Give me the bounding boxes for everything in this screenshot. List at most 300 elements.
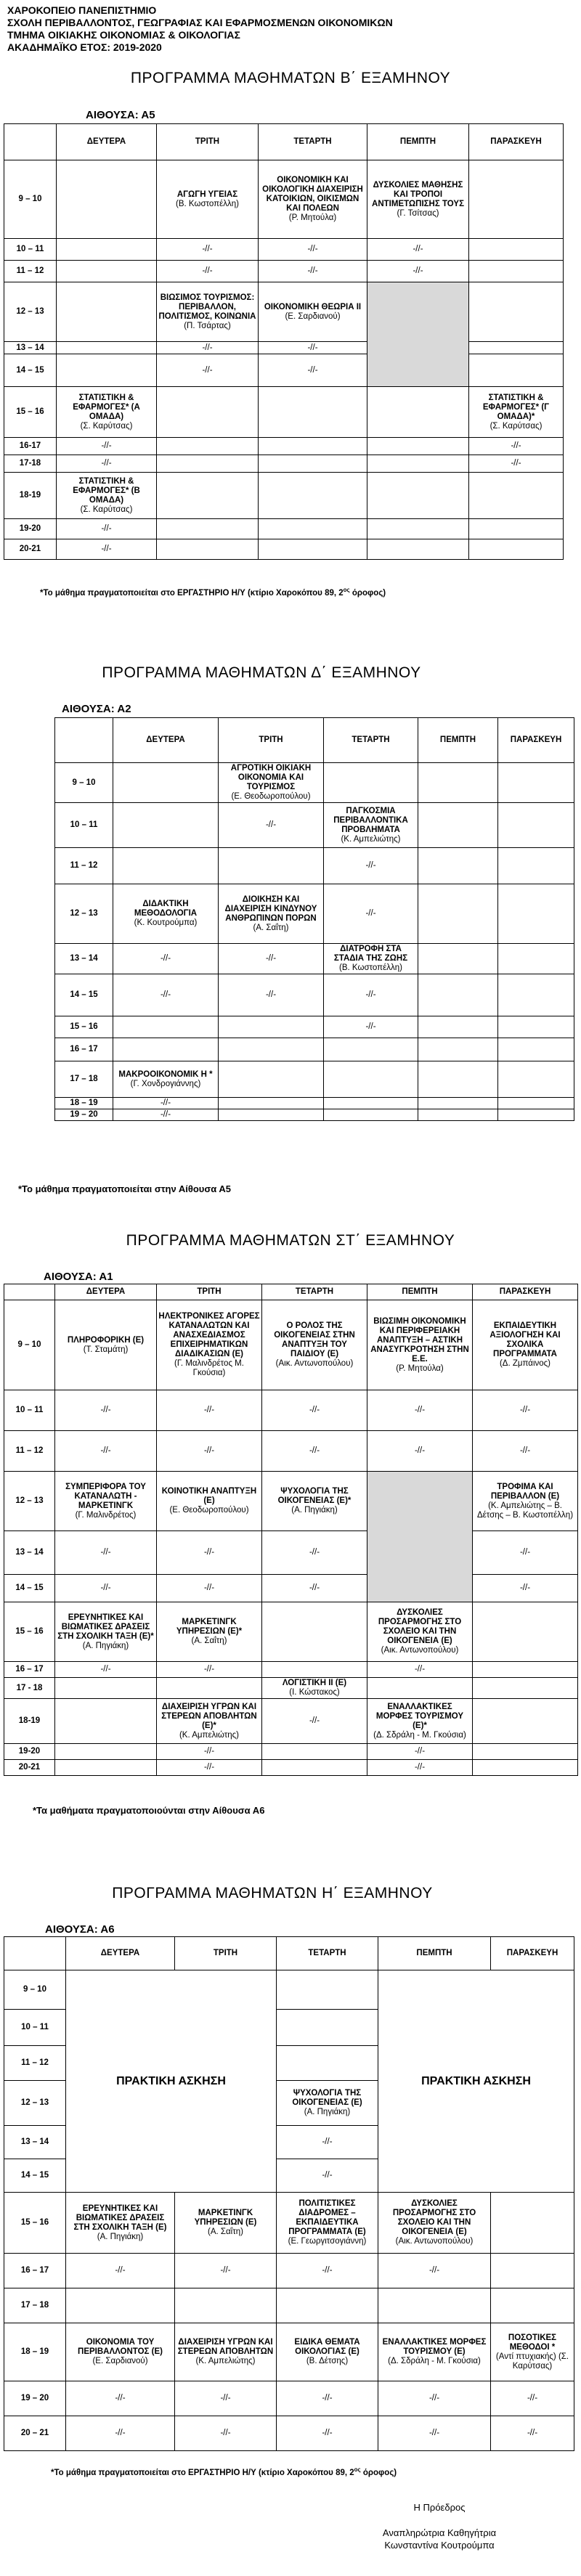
course-title: ΕΝΑΛΛΑΚΤΙΚΕΣ ΜΟΡΦΕΣ ΤΟΥΡΙΣΜΟΥ (Ε)* xyxy=(375,1702,464,1730)
time-slot: 12 – 13 xyxy=(4,282,57,342)
course-cell xyxy=(113,884,219,944)
empty-cell xyxy=(55,1678,157,1699)
empty-cell xyxy=(219,1109,324,1121)
day-header-wednesday: ΤΕΤΑΡΤΗ xyxy=(259,124,367,160)
table-row xyxy=(4,2381,574,2416)
course-cell xyxy=(367,1602,473,1662)
empty-cell xyxy=(378,2288,491,2323)
empty-cell xyxy=(469,239,564,261)
course-title: ΠΟΛΙΤΙΣΤΙΚΕΣ ΔΙΑΔΡΟΜΕΣ – ΕΚΠΑΙΔΕΥΤΙΚΑ ΠΡΟΓΡΑΜΜΑΤΑ (Ε) xyxy=(288,2199,366,2236)
day-header-monday: ΔΕΥΤΕΡΑ xyxy=(66,1937,175,1970)
course-cell xyxy=(219,763,324,803)
ditto-cell: -//- xyxy=(473,1531,578,1575)
empty-cell xyxy=(469,160,564,239)
ditto-cell: -//- xyxy=(262,1531,367,1575)
empty-cell xyxy=(57,261,157,282)
empty-cell xyxy=(259,455,367,473)
semester-b-table xyxy=(4,123,564,560)
course-instructor: (Κ. Κουτρούμπα) xyxy=(134,918,198,927)
empty-cell xyxy=(113,763,219,803)
empty-cell xyxy=(57,282,157,342)
empty-cell xyxy=(324,1061,418,1098)
time-slot: 18 – 19 xyxy=(4,2323,66,2381)
time-slot: 20-21 xyxy=(4,539,57,560)
ditto-cell: -//- xyxy=(473,1431,578,1472)
course-instructor: (Σ. Καρύτσας) xyxy=(80,421,133,431)
table-row xyxy=(4,1699,578,1744)
empty-cell xyxy=(175,2288,277,2323)
course-instructor: (Α. Πηγιάκη) xyxy=(304,2108,351,2116)
course-instructor: (Ε. Γεωργιτσογιάννη) xyxy=(288,2237,367,2246)
empty-cell xyxy=(473,1699,578,1744)
table-row xyxy=(4,1760,578,1776)
ditto-cell: -//- xyxy=(219,803,324,848)
time-slot: 10 – 11 xyxy=(4,239,57,261)
empty-cell xyxy=(113,1038,219,1061)
time-slot: 12 – 13 xyxy=(4,1472,55,1531)
time-slot: 9 – 10 xyxy=(55,763,113,803)
course-instructor: (Β. Κωστοπέλλη) xyxy=(339,963,402,972)
time-slot: 9 – 10 xyxy=(4,1300,55,1390)
empty-cell xyxy=(324,763,418,803)
time-slot: 17 - 18 xyxy=(4,1678,55,1699)
ditto-cell: -//- xyxy=(259,354,367,387)
table-row xyxy=(55,974,574,1016)
day-header-wednesday: ΤΕΤΑΡΤΗ xyxy=(262,1284,367,1300)
table-row xyxy=(55,884,574,944)
table-row xyxy=(55,1109,574,1121)
time-slot: 15 – 16 xyxy=(4,387,57,438)
course-title: ΣΤΑΤΙΣΤΙΚΗ & ΕΦΑΡΜΟΓΕΣ* (Β ΟΜΑΔΑ) xyxy=(73,476,140,505)
course-instructor: (Γ. Χονδρογιάννης) xyxy=(130,1079,201,1088)
day-header-thursday: ΠΕΜΠΤΗ xyxy=(367,1284,473,1300)
empty-cell xyxy=(498,1061,574,1098)
ditto-cell: -//- xyxy=(219,974,324,1016)
course-title: ΚΟΙΝΟΤΙΚΗ ΑΝΑΠΤΥΞΗ (Ε) xyxy=(161,1487,257,1505)
empty-cell xyxy=(57,354,157,387)
course-title: ΒΙΩΣΙΜΗ ΟΙΚΟΝΟΜΙΚΗ ΚΑΙ ΠΕΡΙΦΕΡΕΙΑΚΗ ΑΝΑΠΤΥΞΗ – ΑΣΤΙΚΗ ΑΝΑΣΥΓΚΡΟΤΗΣΗ ΣΤΗΝ Ε.Ε. xyxy=(370,1316,469,1364)
table-row xyxy=(4,1300,578,1390)
course-cell xyxy=(55,1602,157,1662)
semester-b-footnote xyxy=(40,587,386,598)
table-row xyxy=(4,539,564,560)
ditto-cell: -//- xyxy=(66,2254,175,2288)
time-slot: 9 – 10 xyxy=(4,160,57,239)
empty-cell xyxy=(498,803,574,848)
time-slot: 17 – 18 xyxy=(4,2288,66,2323)
signature-block xyxy=(330,2501,548,2551)
course-cell xyxy=(277,2323,378,2381)
empty-cell xyxy=(469,282,564,342)
course-title: ΔΥΣΚΟΛΙΕΣ ΜΑΘΗΣΗΣ ΚΑΙ ΤΡΟΠΟΙ ΑΝΤΙΜΕΤΩΠΙΣΗΣ ΤΟΥΣ xyxy=(372,180,464,208)
course-instructor: (Κ. Αμπελιώτης) xyxy=(341,834,401,844)
course-title: ΣΤΑΤΙΣΤΙΚΗ & ΕΦΑΡΜΟΓΕΣ* (Α ΟΜΑΔΑ) xyxy=(73,393,140,421)
table-row xyxy=(55,1098,574,1109)
course-cell xyxy=(157,160,259,239)
document-header xyxy=(7,4,393,54)
table-row xyxy=(55,1016,574,1038)
empty-cell xyxy=(113,848,219,884)
ditto-cell: -//- xyxy=(157,1531,262,1575)
academic-year: ΑΚΑΔΗΜΑΪΚΟ ΕΤΟΣ: 2019-2020 xyxy=(7,41,162,53)
course-instructor: (Δ. Σδράλη - Μ. Γκούσια) xyxy=(373,1730,466,1740)
time-slot: 12 – 13 xyxy=(4,2081,66,2126)
table-row xyxy=(4,342,564,354)
ditto-cell: -//- xyxy=(491,2381,574,2416)
course-title: ΒΙΩΣΙΜΟΣ ΤΟΥΡΙΣΜΟΣ: ΠΕΡΙΒΑΛΛΟΝ, ΠΟΛΙΤΙΣΜΟΣ, ΚΟΙΝΩΝΙΑ xyxy=(158,293,256,321)
table-row xyxy=(4,473,564,519)
empty-cell xyxy=(418,1016,498,1038)
day-header-tuesday: ΤΡΙΤΗ xyxy=(175,1937,277,1970)
time-slot: 14 – 15 xyxy=(4,354,57,387)
ditto-cell: -//- xyxy=(55,1390,157,1431)
course-instructor: (Α. Πηγιάκη) xyxy=(97,2232,144,2241)
footnote-text-end: όροφος) xyxy=(349,588,386,598)
empty-cell xyxy=(66,2288,175,2323)
semester-st-footnote: *Τα μαθήματα πραγματοποιούνται στην Αίθουσα Α6 xyxy=(33,1805,265,1816)
course-cell xyxy=(66,2193,175,2254)
time-slot: 13 – 14 xyxy=(4,2126,66,2159)
course-instructor: (Δ. Ζμπάινος) xyxy=(499,1359,551,1368)
table-row xyxy=(4,2288,574,2323)
ditto-cell: -//- xyxy=(378,2381,491,2416)
table-row xyxy=(4,2193,574,2254)
course-title: ΔΙΟΙΚΗΣΗ ΚΑΙ ΔΙΑΧΕΙΡΙΣΗ ΚΙΝΔΥΝΟΥ ΑΝΘΡΩΠΙΝΩΝ ΠΟΡΩΝ xyxy=(224,894,317,923)
ditto-cell: -//- xyxy=(57,539,157,560)
footnote-text: *Το μάθημα πραγματοποιείται στο ΕΡΓΑΣΤΗΡΙΟ Η/Υ (κτίριο Χαροκόπου 89, 2 xyxy=(51,2468,354,2477)
time-slot: 18-19 xyxy=(4,1699,55,1744)
ditto-cell: -//- xyxy=(324,884,418,944)
course-cell xyxy=(157,1472,262,1531)
empty-cell xyxy=(219,1061,324,1098)
empty-cell xyxy=(262,1760,367,1776)
course-cell xyxy=(175,2323,277,2381)
course-title: ΣΥΜΠΕΡΙΦΟΡΑ ΤΟΥ ΚΑΤΑΝΑΛΩΤΗ - ΜΑΡΚΕΤΙΝΓΚ xyxy=(65,1482,146,1510)
empty-cell xyxy=(498,1098,574,1109)
ditto-cell: -//- xyxy=(175,2416,277,2451)
empty-cell xyxy=(473,1662,578,1678)
empty-cell xyxy=(113,803,219,848)
ditto-cell: -//- xyxy=(262,1575,367,1602)
ditto-cell: -//- xyxy=(367,1662,473,1678)
course-instructor: (Γ. Τσίτσας) xyxy=(397,208,439,218)
semester-st-table xyxy=(4,1284,578,1776)
empty-cell xyxy=(262,1662,367,1678)
time-slot: 15 – 16 xyxy=(4,2193,66,2254)
course-instructor: (Ρ. Μητούλα) xyxy=(396,1364,444,1373)
table-row xyxy=(4,1531,578,1575)
signature-name: Κωνσταντίνα Κουτρούμπα xyxy=(384,2540,495,2551)
time-slot: 16-17 xyxy=(4,438,57,455)
ditto-cell: -//- xyxy=(367,1744,473,1760)
ditto-cell: -//- xyxy=(324,1016,418,1038)
course-instructor: (Α. Σαΐτη) xyxy=(253,923,289,932)
ditto-cell: -//- xyxy=(175,2254,277,2288)
empty-cell xyxy=(418,848,498,884)
day-header-friday: ΠΑΡΑΣΚΕΥΗ xyxy=(469,124,564,160)
course-title: ΠΑΓΚΟΣΜΙΑ ΠΕΡΙΒΑΛΛΟΝΤΙΚΑ ΠΡΟΒΛΗΜΑΤΑ xyxy=(333,806,408,834)
ditto-cell: -//- xyxy=(113,1109,219,1121)
course-instructor: (Αικ. Αντωνοπούλου) xyxy=(381,1646,459,1655)
course-cell xyxy=(367,1300,473,1390)
ditto-cell: -//- xyxy=(113,974,219,1016)
course-cell xyxy=(157,282,259,342)
corner-cell xyxy=(55,718,113,763)
table-row xyxy=(4,519,564,539)
semester-h-room: ΑΙΘΟΥΣΑ: Α6 xyxy=(45,1923,115,1936)
empty-cell xyxy=(157,539,259,560)
course-cell xyxy=(175,2193,277,2254)
course-title: ΔΙΑΤΡΟΦΗ ΣΤΑ ΣΤΑΔΙΑ ΤΗΣ ΖΩΗΣ xyxy=(333,945,408,963)
course-title: ΟΙΚΟΝΟΜΙΑ ΤΟΥ ΠΕΡΙΒΑΛΛΟΝΤΟΣ (Ε) xyxy=(78,2338,163,2356)
course-cell xyxy=(259,160,367,239)
ditto-cell: -//- xyxy=(157,1760,262,1776)
semester-b-room: ΑΙΘΟΥΣΑ: Α5 xyxy=(86,109,155,121)
table-row xyxy=(4,1431,578,1472)
empty-cell xyxy=(498,884,574,944)
course-cell xyxy=(469,387,564,438)
course-title: ΤΡΟΦΙΜΑ ΚΑΙ ΠΕΡΙΒΑΛΛΟΝ (Ε) xyxy=(490,1482,560,1501)
ditto-cell: -//- xyxy=(277,2416,378,2451)
empty-cell xyxy=(367,438,469,455)
ditto-cell: -//- xyxy=(262,1431,367,1472)
empty-cell xyxy=(57,342,157,354)
empty-cell xyxy=(259,387,367,438)
practice-label: ΠΡΑΚΤΙΚΗ ΑΣΚΗΣΗ xyxy=(116,2075,226,2087)
empty-cell xyxy=(157,519,259,539)
course-cell xyxy=(277,2193,378,2254)
ditto-cell: -//- xyxy=(367,261,469,282)
table-row xyxy=(4,1472,578,1531)
empty-cell xyxy=(277,1970,378,2010)
empty-cell xyxy=(324,1109,418,1121)
course-instructor: (Α. Πηγιάκη) xyxy=(82,1641,129,1650)
ditto-cell: -//- xyxy=(324,974,418,1016)
footnote-sup: ος xyxy=(354,2466,361,2473)
table-row xyxy=(4,261,564,282)
ditto-cell: -//- xyxy=(113,944,219,974)
table-row xyxy=(4,160,564,239)
course-title: ΕΡΕΥΝΗΤΙΚΕΣ ΚΑΙ ΒΙΩΜΑΤΙΚΕΣ ΔΡΑΣΕΙΣ ΣΤΗ ΣΧΟΛΙΚΗ ΤΑΞΗ (Ε)* xyxy=(57,1613,154,1641)
empty-cell xyxy=(498,1016,574,1038)
ditto-cell: -//- xyxy=(277,2159,378,2193)
signature-title: Αναπληρώτρια Καθηγήτρια xyxy=(382,2527,497,2538)
time-slot: 15 – 16 xyxy=(55,1016,113,1038)
course-title: ΕΝΑΛΛΑΚΤΙΚΕΣ ΜΟΡΦΕΣ ΤΟΥΡΙΣΜΟΥ (Ε) xyxy=(382,2338,487,2356)
time-slot: 19-20 xyxy=(4,519,57,539)
time-slot: 13 – 14 xyxy=(55,944,113,974)
ditto-cell: -//- xyxy=(469,438,564,455)
course-cell xyxy=(324,944,418,974)
course-cell xyxy=(378,2193,491,2254)
ditto-cell: -//- xyxy=(367,1390,473,1431)
table-row xyxy=(4,438,564,455)
table-row xyxy=(55,763,574,803)
table-header-row xyxy=(55,718,574,763)
course-instructor: (Β. Κωστοπέλλη) xyxy=(176,199,239,208)
time-slot: 13 – 14 xyxy=(4,342,57,354)
course-instructor: (Δ. Σδράλη - Μ. Γκούσια) xyxy=(388,2357,481,2365)
course-instructor: (Σ. Καρύτσας) xyxy=(489,421,543,431)
day-header-friday: ΠΑΡΑΣΚΕΥΗ xyxy=(473,1284,578,1300)
day-header-thursday: ΠΕΜΠΤΗ xyxy=(367,124,469,160)
empty-cell xyxy=(418,974,498,1016)
course-cell xyxy=(57,387,157,438)
course-title: ΨΥΧΟΛΟΓΙΑ ΤΗΣ ΟΙΚΟΓΕΝΕΙΑΣ (Ε)* xyxy=(277,1487,352,1505)
course-instructor: (Αικ. Αντωνοπούλου) xyxy=(395,2237,474,2246)
empty-cell xyxy=(469,342,564,354)
footnote-text: *Το μάθημα πραγματοποιείται στο ΕΡΓΑΣΤΗΡΙΟ Η/Υ (κτίριο Χαροκόπου 89, 2 xyxy=(40,588,344,598)
blocked-cell xyxy=(367,1472,473,1602)
day-header-monday: ΔΕΥΤΕΡΑ xyxy=(55,1284,157,1300)
table-row xyxy=(4,1744,578,1760)
ditto-cell: -//- xyxy=(157,354,259,387)
table-row xyxy=(4,1575,578,1602)
empty-cell xyxy=(367,539,469,560)
course-title: ΣΤΑΤΙΣΤΙΚΗ & ΕΦΑΡΜΟΓΕΣ* (Γ ΟΜΑΔΑ)* xyxy=(482,393,550,421)
time-slot: 19-20 xyxy=(4,1744,55,1760)
course-title: ΕΡΕΥΝΗΤΙΚΕΣ ΚΑΙ ΒΙΩΜΑΤΙΚΕΣ ΔΡΑΣΕΙΣ ΣΤΗ ΣΧΟΛΙΚΗ ΤΑΞΗ (Ε) xyxy=(73,2204,167,2232)
footnote-sup: ος xyxy=(343,587,350,593)
time-slot: 11 – 12 xyxy=(4,2046,66,2081)
day-header-monday: ΔΕΥΤΕΡΑ xyxy=(57,124,157,160)
ditto-cell: -//- xyxy=(66,2416,175,2451)
table-row xyxy=(4,354,564,387)
ditto-cell: -//- xyxy=(157,1575,262,1602)
footnote-text-end: όροφος) xyxy=(360,2468,397,2477)
empty-cell xyxy=(473,1744,578,1760)
empty-cell xyxy=(498,944,574,974)
course-title: ΔΥΣΚΟΛΙΕΣ ΠΡΟΣΑΡΜΟΓΗΣ ΣΤΟ ΣΧΟΛΕΙΟ ΚΑΙ ΤΗΝ ΟΙΚΟΓΕΝΕΙΑ (Ε) xyxy=(392,2199,476,2236)
course-cell xyxy=(55,1300,157,1390)
table-header-row xyxy=(4,1284,578,1300)
empty-cell xyxy=(55,1744,157,1760)
day-header-friday: ΠΑΡΑΣΚΕΥΗ xyxy=(498,718,574,763)
table-row xyxy=(4,1678,578,1699)
empty-cell xyxy=(262,1744,367,1760)
empty-cell xyxy=(219,1016,324,1038)
semester-h-title: ΠΡΟΓΡΑΜΜΑ ΜΑΘΗΜΑΤΩΝ Η΄ ΕΞΑΜΗΝΟΥ xyxy=(112,1885,433,1902)
empty-cell xyxy=(473,1678,578,1699)
empty-cell xyxy=(219,1038,324,1061)
time-slot: 14 – 15 xyxy=(55,974,113,1016)
ditto-cell: -//- xyxy=(55,1531,157,1575)
course-cell xyxy=(157,1300,262,1390)
day-header-tuesday: ΤΡΙΤΗ xyxy=(157,1284,262,1300)
table-row xyxy=(4,2254,574,2288)
empty-cell xyxy=(418,763,498,803)
time-slot: 19 – 20 xyxy=(4,2381,66,2416)
time-slot: 10 – 11 xyxy=(55,803,113,848)
course-title: ΔΙΔΑΚΤΙΚΗ ΜΕΘΟΔΟΛΟΓΙΑ xyxy=(134,900,198,918)
empty-cell xyxy=(367,387,469,438)
semester-st-room: ΑΙΘΟΥΣΑ: Α1 xyxy=(44,1271,113,1283)
time-slot: 11 – 12 xyxy=(4,261,57,282)
signature-spacer xyxy=(330,2514,548,2527)
empty-cell xyxy=(469,354,564,387)
course-instructor: (Β. Δέτσης) xyxy=(306,2357,349,2365)
course-instructor: (Ρ. Μητούλα) xyxy=(288,213,337,222)
corner-cell xyxy=(4,1937,66,1970)
time-slot: 17 – 18 xyxy=(55,1061,113,1098)
semester-d-table xyxy=(54,717,574,1121)
ditto-cell: -//- xyxy=(157,1390,262,1431)
course-instructor: (Α. Σαΐτη) xyxy=(191,1637,227,1645)
empty-cell xyxy=(473,1760,578,1776)
ditto-cell: -//- xyxy=(277,2126,378,2159)
table-row xyxy=(4,2416,574,2451)
empty-cell xyxy=(418,803,498,848)
time-slot: 16 – 17 xyxy=(55,1038,113,1061)
course-cell xyxy=(491,2323,574,2381)
ditto-cell: -//- xyxy=(469,455,564,473)
school-name: ΣΧΟΛΗ ΠΕΡΙΒΑΛΛΟΝΤΟΣ, ΓΕΩΓΡΑΦΙΑΣ ΚΑΙ ΕΦΑΡΜΟΣΜΕΝΩΝ ΟΙΚΟΝΟΜΙΚΩΝ xyxy=(7,17,393,28)
course-title: ΨΥΧΟΛΟΓΙΑ ΤΗΣ ΟΙΚΟΓΕΝΕΙΑΣ (Ε) xyxy=(292,2089,362,2107)
day-header-wednesday: ΤΕΤΑΡΤΗ xyxy=(277,1937,378,1970)
course-title: ΠΟΣΟΤΙΚΕΣ ΜΕΘΟΔΟΙ * xyxy=(508,2333,557,2352)
ditto-cell: -//- xyxy=(157,1431,262,1472)
department-name: ΤΜΗΜΑ ΟΙΚΙΑΚΗΣ ΟΙΚΟΝΟΜΙΑΣ & ΟΙΚΟΛΟΓΙΑΣ xyxy=(7,29,240,41)
course-cell xyxy=(57,473,157,519)
empty-cell xyxy=(113,1016,219,1038)
empty-cell xyxy=(469,473,564,519)
day-header-monday: ΔΕΥΤΕΡΑ xyxy=(113,718,219,763)
ditto-cell: -//- xyxy=(55,1575,157,1602)
semester-h-table xyxy=(4,1936,574,2451)
ditto-cell: -//- xyxy=(367,1760,473,1776)
ditto-cell: -//- xyxy=(57,455,157,473)
empty-cell xyxy=(418,1098,498,1109)
semester-st-title: ΠΡΟΓΡΑΜΜΑ ΜΑΘΗΜΑΤΩΝ ΣΤ΄ ΕΞΑΜΗΝΟΥ xyxy=(126,1232,455,1249)
course-instructor: (Α. Πηγιάκη) xyxy=(291,1506,338,1515)
course-cell xyxy=(113,1061,219,1098)
semester-d-footnote: *Το μάθημα πραγματοποιείται στην Αίθουσα Α5 xyxy=(18,1183,231,1194)
day-header-tuesday: ΤΡΙΤΗ xyxy=(157,124,259,160)
course-cell xyxy=(259,282,367,342)
ditto-cell: -//- xyxy=(157,342,259,354)
course-instructor: (Κ. Αμπελιώτης) xyxy=(179,1730,240,1740)
ditto-cell: -//- xyxy=(277,2381,378,2416)
empty-cell xyxy=(418,1038,498,1061)
empty-cell xyxy=(262,1602,367,1662)
ditto-cell: -//- xyxy=(367,239,469,261)
ditto-cell: -//- xyxy=(473,1390,578,1431)
ditto-cell: -//- xyxy=(262,1390,367,1431)
course-instructor: (Ε. Σαρδιανού) xyxy=(285,311,341,321)
course-cell xyxy=(324,803,418,848)
empty-cell xyxy=(367,455,469,473)
empty-cell xyxy=(259,438,367,455)
day-header-tuesday: ΤΡΙΤΗ xyxy=(219,718,324,763)
university-name: ΧΑΡΟΚΟΠΕΙΟ ΠΑΝΕΠΙΣΤΗΜΙΟ xyxy=(7,4,157,16)
empty-cell xyxy=(491,2288,574,2323)
corner-cell xyxy=(4,1284,55,1300)
time-slot: 11 – 12 xyxy=(4,1431,55,1472)
table-row xyxy=(4,1662,578,1678)
time-slot: 10 – 11 xyxy=(4,1390,55,1431)
time-slot: 13 – 14 xyxy=(4,1531,55,1575)
table-row xyxy=(55,1061,574,1098)
course-title: ΜΑΡΚΕΤΙΝΓΚ ΥΠΗΡΕΣΙΩΝ (Ε)* xyxy=(176,1618,243,1636)
empty-cell xyxy=(498,763,574,803)
table-row xyxy=(4,282,564,342)
course-cell xyxy=(157,1699,262,1744)
time-slot: 15 – 16 xyxy=(4,1602,55,1662)
empty-cell xyxy=(367,519,469,539)
ditto-cell: -//- xyxy=(57,438,157,455)
semester-h-footnote xyxy=(51,2466,397,2477)
empty-cell xyxy=(259,473,367,519)
